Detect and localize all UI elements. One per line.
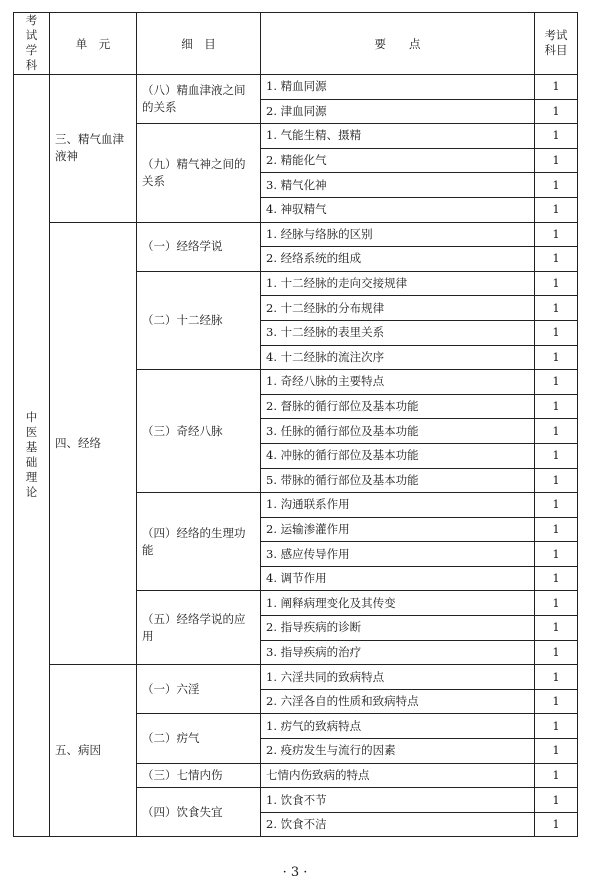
header-row xyxy=(14,13,578,75)
point-cell: 2. 督脉的循行部位及基本功能 xyxy=(261,394,535,419)
table-row xyxy=(14,75,578,100)
point-cell: 2. 精能化气 xyxy=(261,148,535,173)
score-cell: 1 xyxy=(535,616,578,641)
detail-cell: （五）经络学说的应用 xyxy=(137,591,261,665)
score-cell: 1 xyxy=(535,640,578,665)
score-cell: 1 xyxy=(535,542,578,567)
syllabus-table xyxy=(13,12,578,837)
point-cell: 4. 冲脉的循行部位及基本功能 xyxy=(261,443,535,468)
score-cell: 1 xyxy=(535,689,578,714)
detail-cell: （三）奇经八脉 xyxy=(137,370,261,493)
detail-cell: （一）经络学说 xyxy=(137,222,261,271)
score-cell: 1 xyxy=(535,296,578,321)
point-cell: 1. 十二经脉的走向交接规律 xyxy=(261,271,535,296)
score-cell: 1 xyxy=(535,763,578,788)
score-cell: 1 xyxy=(535,788,578,813)
unit-cell: 三、精气血津液神 xyxy=(50,75,137,223)
point-cell: 4. 神驭精气 xyxy=(261,197,535,222)
score-cell: 1 xyxy=(535,247,578,272)
score-cell: 1 xyxy=(535,566,578,591)
point-cell: 1. 经脉与络脉的区别 xyxy=(261,222,535,247)
subject-cell: 中医基础理论 xyxy=(14,75,50,837)
point-cell: 2. 疫疠发生与流行的因素 xyxy=(261,739,535,764)
table-row xyxy=(14,665,578,690)
point-cell: 2. 饮食不洁 xyxy=(261,812,535,837)
score-cell: 1 xyxy=(535,468,578,493)
point-cell: 3. 十二经脉的表里关系 xyxy=(261,320,535,345)
point-cell: 2. 指导疾病的诊断 xyxy=(261,616,535,641)
point-cell: 2. 津血同源 xyxy=(261,99,535,124)
detail-cell: （二）疠气 xyxy=(137,714,261,763)
point-cell: 3. 指导疾病的治疗 xyxy=(261,640,535,665)
detail-cell: （四）经络的生理功能 xyxy=(137,493,261,591)
point-cell: 1. 阐释病理变化及其传变 xyxy=(261,591,535,616)
header-unit: 单 元 xyxy=(50,13,137,75)
score-cell: 1 xyxy=(535,222,578,247)
score-cell: 1 xyxy=(535,148,578,173)
unit-cell: 四、经络 xyxy=(50,222,137,665)
score-cell: 1 xyxy=(535,493,578,518)
point-cell: 3. 任脉的循行部位及基本功能 xyxy=(261,419,535,444)
point-cell: 5. 带脉的循行部位及基本功能 xyxy=(261,468,535,493)
score-cell: 1 xyxy=(535,665,578,690)
unit-cell: 五、病因 xyxy=(50,665,137,837)
score-cell: 1 xyxy=(535,271,578,296)
point-cell: 3. 感应传导作用 xyxy=(261,542,535,567)
score-cell: 1 xyxy=(535,419,578,444)
point-cell: 1. 气能生精、摄精 xyxy=(261,124,535,149)
score-cell: 1 xyxy=(535,173,578,198)
point-cell: 4. 调节作用 xyxy=(261,566,535,591)
score-cell: 1 xyxy=(535,812,578,837)
page-number: · 3 · xyxy=(282,865,308,880)
point-cell: 2. 十二经脉的分布规律 xyxy=(261,296,535,321)
score-cell: 1 xyxy=(535,320,578,345)
point-cell: 七情内伤致病的特点 xyxy=(261,763,535,788)
point-cell: 1. 沟通联系作用 xyxy=(261,493,535,518)
score-cell: 1 xyxy=(535,345,578,370)
point-cell: 2. 经络系统的组成 xyxy=(261,247,535,272)
header-score: 考试科目 xyxy=(535,13,578,75)
score-cell: 1 xyxy=(535,739,578,764)
point-cell: 3. 精气化神 xyxy=(261,173,535,198)
detail-cell: （二）十二经脉 xyxy=(137,271,261,369)
detail-cell: （九）精气神之间的关系 xyxy=(137,124,261,222)
detail-cell: （三）七情内伤 xyxy=(137,763,261,788)
score-cell: 1 xyxy=(535,75,578,100)
detail-cell: （四）饮食失宜 xyxy=(137,788,261,837)
point-cell: 1. 疠气的致病特点 xyxy=(261,714,535,739)
table-row xyxy=(14,222,578,247)
point-cell: 1. 奇经八脉的主要特点 xyxy=(261,370,535,395)
point-cell: 2. 运输渗灌作用 xyxy=(261,517,535,542)
point-cell: 1. 六淫共同的致病特点 xyxy=(261,665,535,690)
score-cell: 1 xyxy=(535,124,578,149)
score-cell: 1 xyxy=(535,443,578,468)
detail-cell: （八）精血津液之间的关系 xyxy=(137,75,261,124)
point-cell: 1. 精血同源 xyxy=(261,75,535,100)
score-cell: 1 xyxy=(535,99,578,124)
header-subject: 考试学科 xyxy=(14,13,50,75)
detail-cell: （一）六淫 xyxy=(137,665,261,714)
point-cell: 4. 十二经脉的流注次序 xyxy=(261,345,535,370)
point-cell: 2. 六淫各自的性质和致病特点 xyxy=(261,689,535,714)
score-cell: 1 xyxy=(535,370,578,395)
point-cell: 1. 饮食不节 xyxy=(261,788,535,813)
score-cell: 1 xyxy=(535,517,578,542)
header-detail: 细 目 xyxy=(137,13,261,75)
score-cell: 1 xyxy=(535,714,578,739)
score-cell: 1 xyxy=(535,394,578,419)
score-cell: 1 xyxy=(535,197,578,222)
header-points: 要 点 xyxy=(261,13,535,75)
score-cell: 1 xyxy=(535,591,578,616)
